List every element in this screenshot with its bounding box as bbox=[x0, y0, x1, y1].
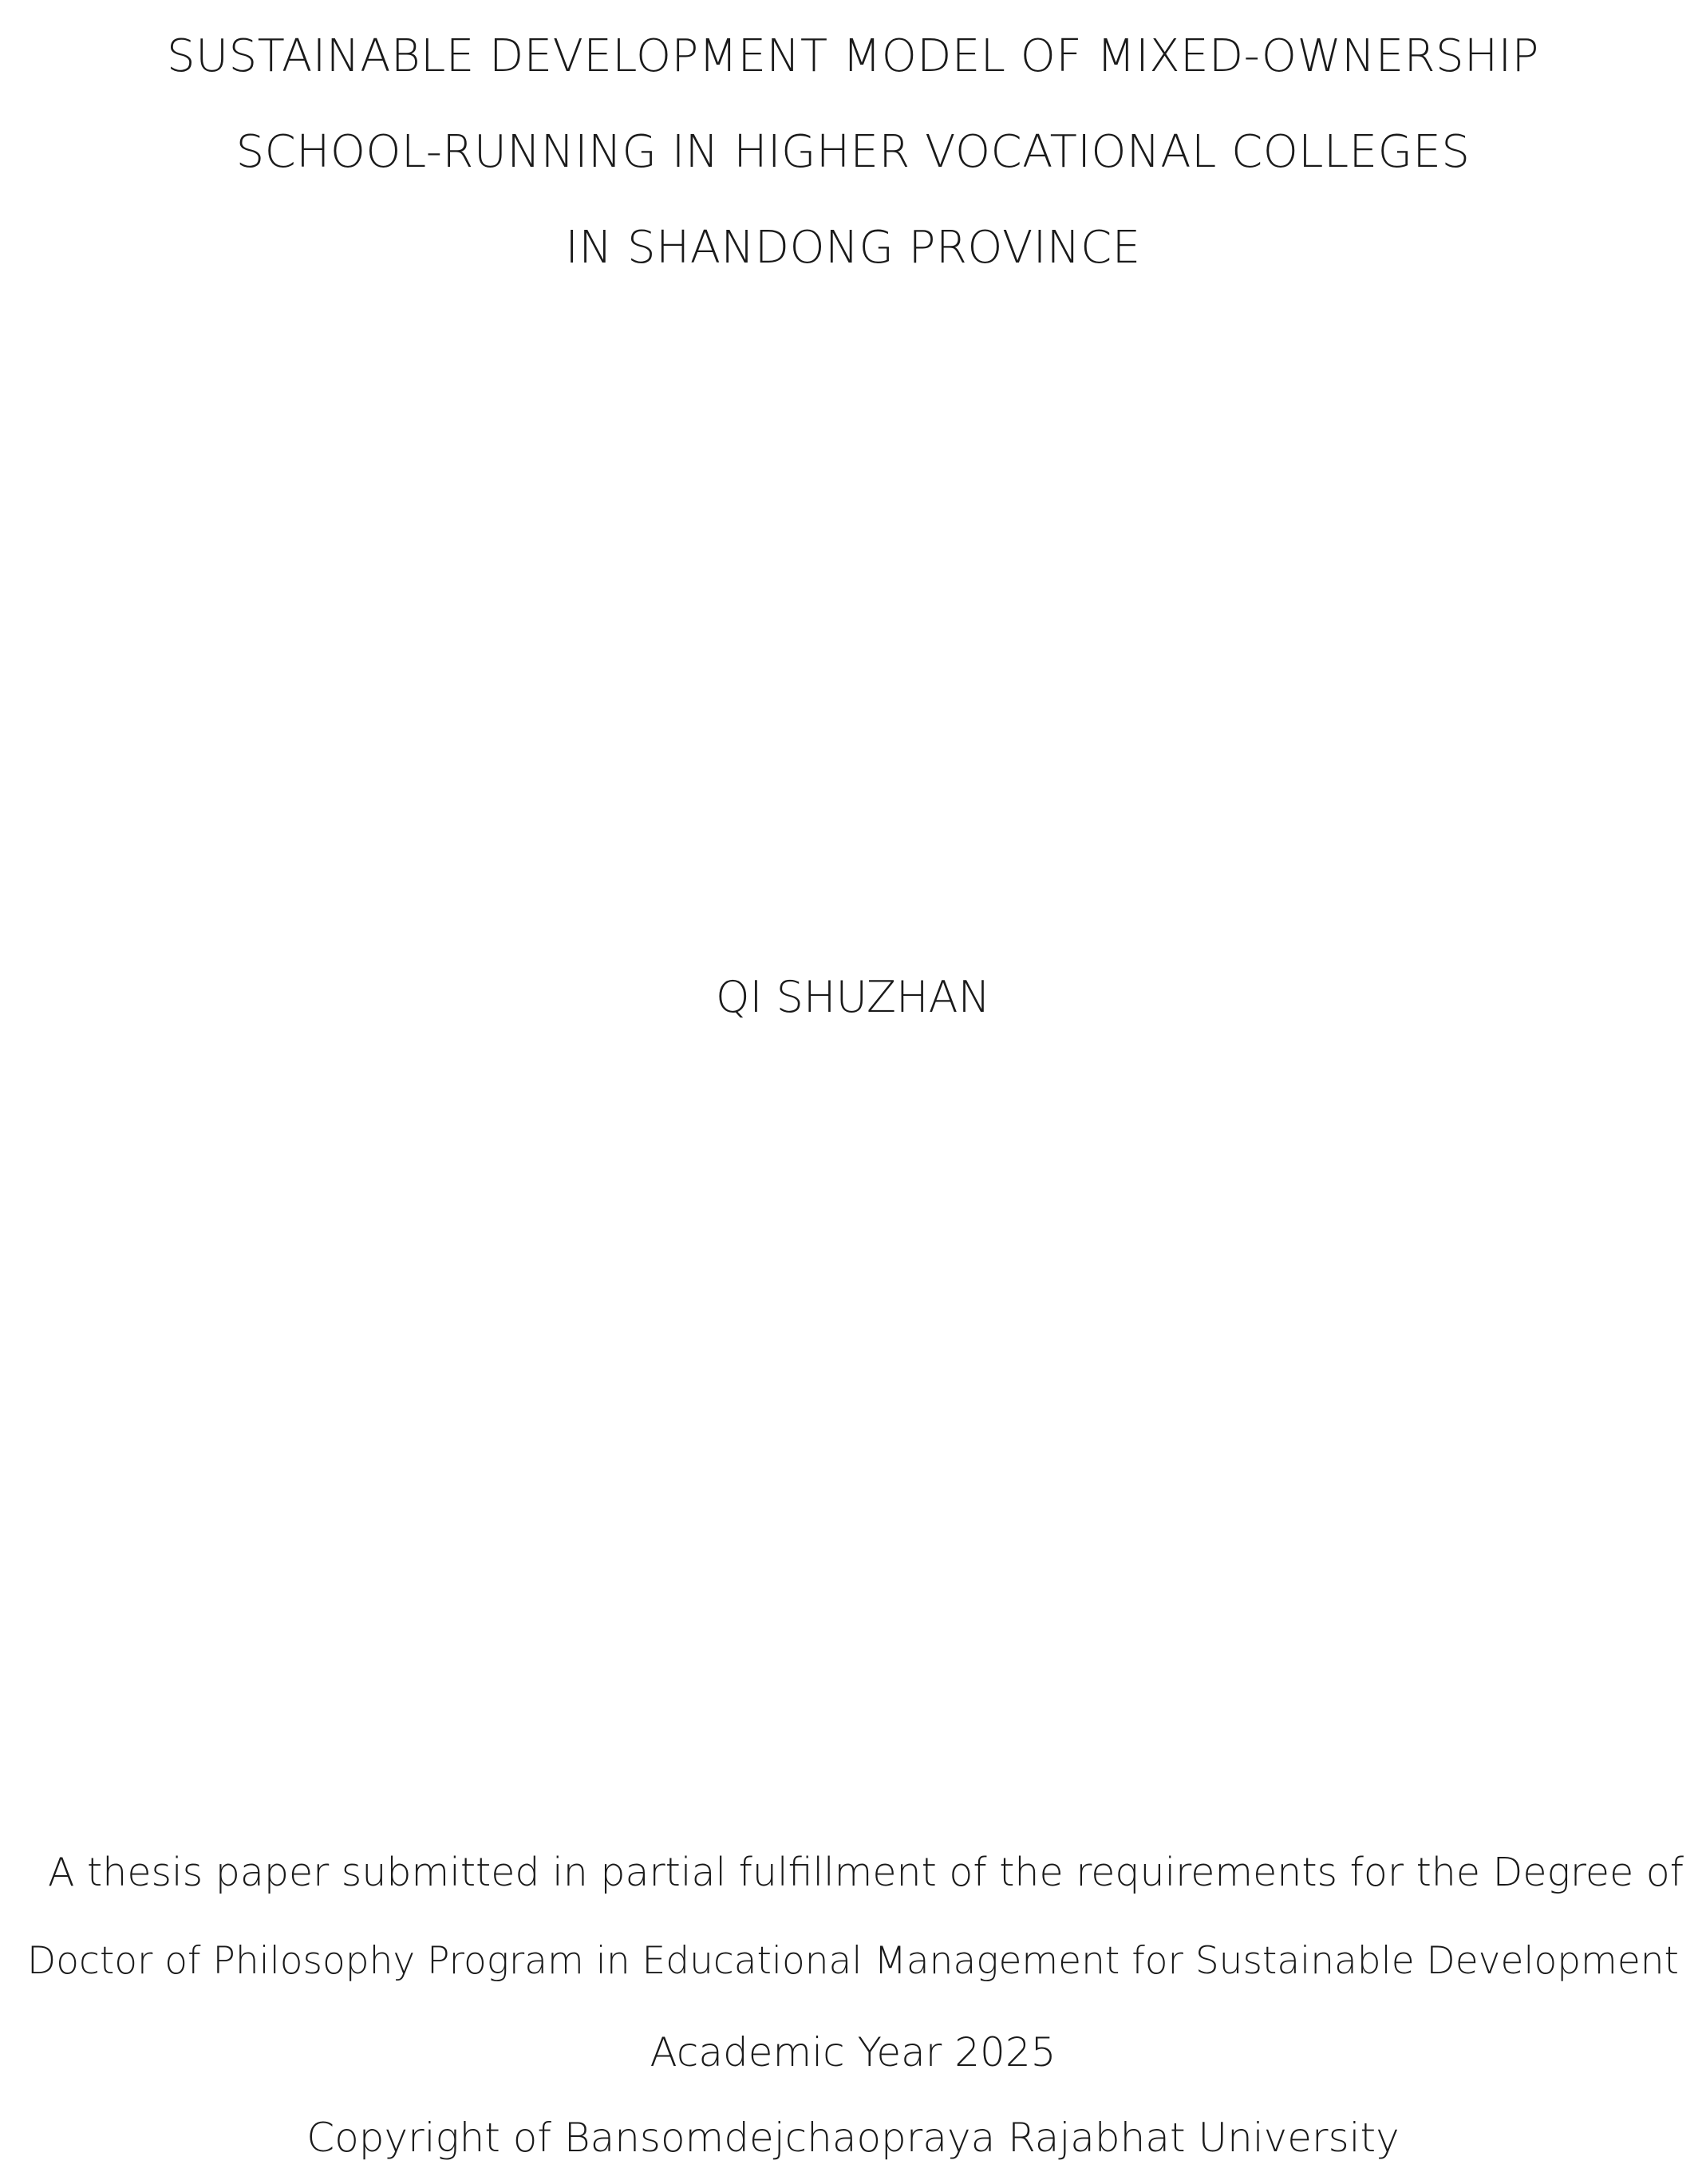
title-line-1: SUSTAINABLE DEVELOPMENT MODEL OF MIXED-OWNERSHIP bbox=[167, 30, 1539, 82]
academic-year: Academic Year 2025 bbox=[650, 2029, 1056, 2075]
author-name: QI SHUZHAN bbox=[716, 972, 990, 1022]
degree-statement-line-1: A thesis paper submitted in partial fulfillment of the requirements for the Degree of bbox=[47, 1850, 1684, 1895]
degree-statement-line-2: Doctor of Philosophy Program in Educational Management for Sustainable Development bbox=[27, 1939, 1679, 1983]
title-line-3: IN SHANDONG PROVINCE bbox=[565, 222, 1141, 274]
copyright-notice: Copyright of Bansomdejchaopraya Rajabhat University bbox=[306, 2115, 1400, 2161]
title-line-2: SCHOOL-RUNNING IN HIGHER VOCATIONAL COLLEGES bbox=[235, 126, 1471, 178]
